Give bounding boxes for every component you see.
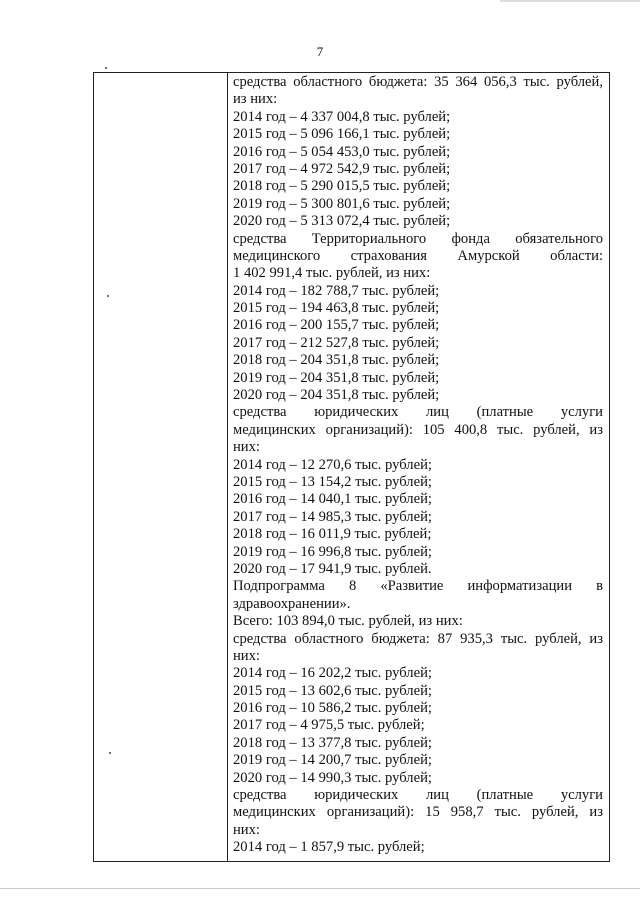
text-line: 2014 год – 1 857,9 тыс. рублей; <box>233 839 425 856</box>
text-line: 2014 год – 12 270,6 тыс. рублей; <box>233 456 432 473</box>
text-line: 2015 год – 5 096 166,1 тыс. рублей; <box>233 126 451 143</box>
text-line: 2016 год – 14 040,1 тыс. рублей; <box>233 491 432 508</box>
text-line: 2018 год – 16 011,9 тыс. рублей; <box>233 526 432 543</box>
text-line: 2016 год – 200 155,7 тыс. рублей; <box>233 317 440 334</box>
text-line: 2019 год – 14 200,7 тыс. рублей; <box>233 752 432 769</box>
text-line: 2019 год – 16 996,8 тыс. рублей; <box>233 543 432 560</box>
table-left-cell <box>94 73 227 861</box>
scan-top-edge <box>500 0 640 2</box>
text-line: 2014 год – 16 202,2 тыс. рублей; <box>233 665 432 682</box>
text-line: 2015 год – 13 602,6 тыс. рублей; <box>233 682 432 699</box>
text-line: 2018 год – 5 290 015,5 тыс. рублей; <box>233 178 451 195</box>
text-line: медицинских организаций): 15 958,7 тыс. рублей, из <box>233 804 603 821</box>
text-line: средства юридических лиц (платные услуги <box>233 404 603 421</box>
text-line: 2020 год – 5 313 072,4 тыс. рублей; <box>233 213 451 230</box>
text-line: средства юридических лиц (платные услуги <box>233 787 603 804</box>
text-line: 2019 год – 5 300 801,6 тыс. рублей; <box>233 195 451 212</box>
text-line: медицинского страхования Амурской области: <box>233 247 603 264</box>
funding-text <box>233 74 603 857</box>
text-line: 2016 год – 5 054 453,0 тыс. рублей; <box>233 143 451 160</box>
text-line: 1 402 991,4 тыс. рублей, из них: <box>233 265 431 282</box>
text-line: 2020 год – 204 351,8 тыс. рублей; <box>233 387 440 404</box>
text-line: средства областного бюджета: 87 935,3 тыс. рублей, из <box>233 630 603 647</box>
text-line: здравоохранении». <box>233 595 351 612</box>
text-line: 2017 год – 4 972 542,9 тыс. рублей; <box>233 160 451 177</box>
text-line: 2017 год – 212 527,8 тыс. рублей; <box>233 334 440 351</box>
scan-speck <box>105 67 107 69</box>
text-line: 2017 год – 4 975,5 тыс. рублей; <box>233 717 425 734</box>
text-line: 2018 год – 13 377,8 тыс. рублей; <box>233 734 432 751</box>
text-line: 2015 год – 13 154,2 тыс. рублей; <box>233 473 432 490</box>
text-line: Всего: 103 894,0 тыс. рублей, из них: <box>233 613 463 630</box>
text-line: них: <box>233 647 260 664</box>
text-line: средства Территориального фонда обязательного <box>233 230 603 247</box>
text-line: 2014 год – 182 788,7 тыс. рублей; <box>233 282 440 299</box>
text-line: средства областного бюджета: 35 364 056,3 тыс. рублей, <box>233 74 603 90</box>
text-line: Подпрограмма 8 «Развитие информатизации в <box>233 578 603 595</box>
text-line: 2017 год – 14 985,3 тыс. рублей; <box>233 508 432 525</box>
text-line: них: <box>233 821 260 838</box>
column-divider <box>227 73 228 861</box>
text-line: 2019 год – 204 351,8 тыс. рублей; <box>233 369 440 386</box>
text-line: 2015 год – 194 463,8 тыс. рублей; <box>233 300 440 317</box>
funding-table <box>93 72 610 862</box>
text-line: 2014 год – 4 337 004,8 тыс. рублей; <box>233 108 451 125</box>
text-line: 2020 год – 14 990,3 тыс. рублей; <box>233 769 432 786</box>
scan-bottom-edge <box>0 888 640 889</box>
text-line: них: <box>233 439 260 456</box>
text-line: 2016 год – 10 586,2 тыс. рублей; <box>233 700 432 717</box>
page-number: 7 <box>316 44 324 59</box>
text-line: 2020 год – 17 941,9 тыс. рублей. <box>233 560 432 577</box>
text-line: из них: <box>233 91 278 108</box>
text-line: 2018 год – 204 351,8 тыс. рублей; <box>233 352 440 369</box>
text-line: медицинских организаций): 105 400,8 тыс. рублей, из <box>233 421 603 438</box>
